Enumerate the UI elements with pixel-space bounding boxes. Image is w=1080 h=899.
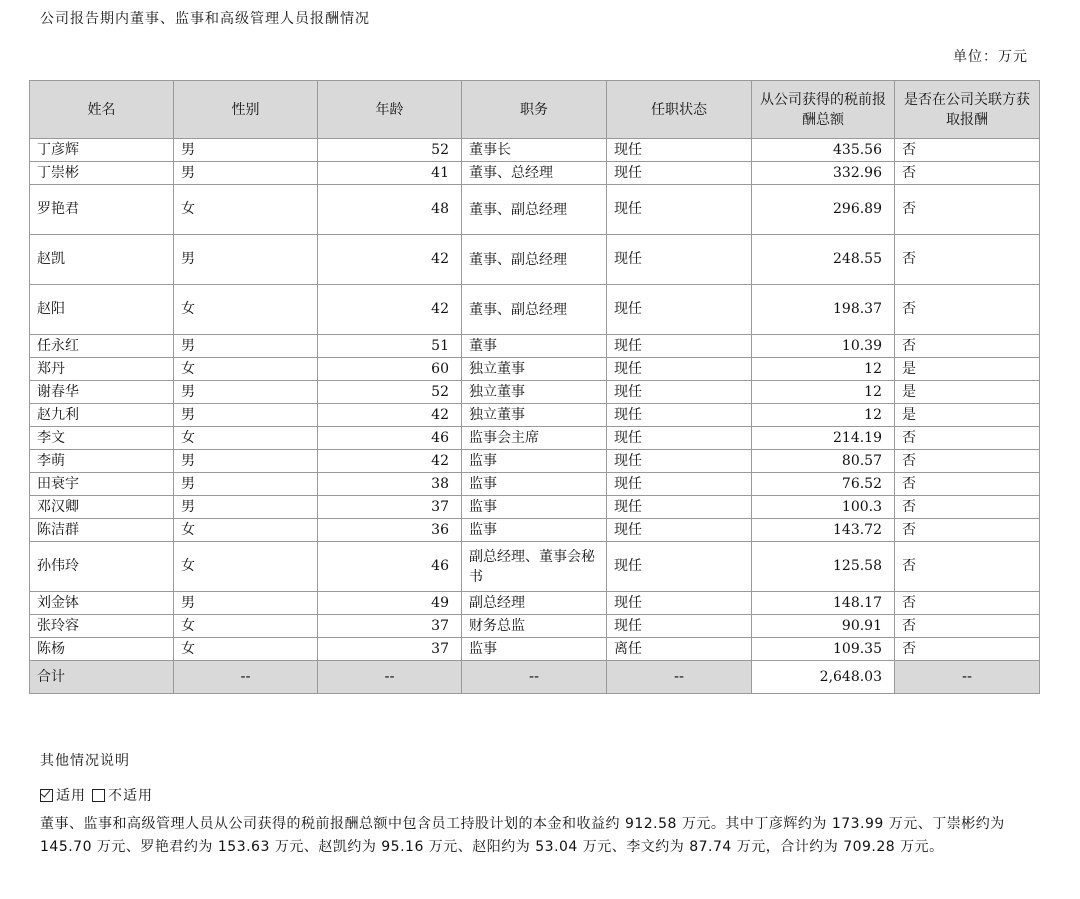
cell-status: 现任 [607, 496, 752, 519]
cell-status: 现任 [607, 358, 752, 381]
cell-gender: 女 [174, 185, 318, 235]
cell-related: 否 [895, 285, 1040, 335]
cell-gender: 女 [174, 615, 318, 638]
cell-pay: 143.72 [752, 519, 895, 542]
cell-related: 否 [895, 335, 1040, 358]
total-row [30, 661, 1040, 694]
cell-status: 现任 [607, 592, 752, 615]
table-row [30, 139, 1040, 162]
total-pay: 2,648.03 [752, 661, 895, 694]
unit-label: 单位：万元 [953, 49, 1028, 65]
cell-status: 现任 [607, 542, 752, 592]
cell-name: 张玲容 [30, 615, 174, 638]
cell-position: 独立董事 [462, 358, 607, 381]
cell-age: 42 [318, 450, 462, 473]
table-row [30, 285, 1040, 335]
cell-name: 谢春华 [30, 381, 174, 404]
cell-gender: 女 [174, 358, 318, 381]
cell-name: 赵阳 [30, 285, 174, 335]
cell-gender: 男 [174, 450, 318, 473]
cell-pay: 90.91 [752, 615, 895, 638]
cell-gender: 女 [174, 519, 318, 542]
cell-gender: 女 [174, 638, 318, 661]
cell-age: 48 [318, 185, 462, 235]
cell-position: 董事、总经理 [462, 162, 607, 185]
notes-title: 其他情况说明 [40, 753, 130, 769]
cell-position: 监事 [462, 473, 607, 496]
header-position: 职务 [462, 81, 607, 139]
header-status: 任职状态 [607, 81, 752, 139]
cell-age: 42 [318, 285, 462, 335]
cell-position: 董事、副总经理 [462, 285, 607, 335]
total-status: -- [607, 661, 752, 694]
table-row [30, 185, 1040, 235]
cell-position: 独立董事 [462, 381, 607, 404]
cell-related: 否 [895, 139, 1040, 162]
cell-pay: 148.17 [752, 592, 895, 615]
cell-pay: 10.39 [752, 335, 895, 358]
cell-age: 38 [318, 473, 462, 496]
cell-pay: 76.52 [752, 473, 895, 496]
cell-related: 否 [895, 542, 1040, 592]
cell-position: 监事 [462, 519, 607, 542]
cell-age: 52 [318, 139, 462, 162]
cell-related: 否 [895, 450, 1040, 473]
cell-pay: 12 [752, 404, 895, 427]
cell-age: 37 [318, 615, 462, 638]
cell-gender: 女 [174, 427, 318, 450]
table-row [30, 358, 1040, 381]
table-row [30, 335, 1040, 358]
cell-name: 陈洁群 [30, 519, 174, 542]
cell-related: 否 [895, 235, 1040, 285]
cell-age: 36 [318, 519, 462, 542]
cell-related: 是 [895, 381, 1040, 404]
not-applicable-checkbox[interactable] [92, 789, 105, 802]
cell-status: 离任 [607, 638, 752, 661]
cell-related: 否 [895, 592, 1040, 615]
cell-position: 副总经理、董事会秘书 [462, 542, 607, 592]
cell-position: 董事 [462, 335, 607, 358]
cell-name: 李萌 [30, 450, 174, 473]
cell-name: 任永红 [30, 335, 174, 358]
cell-position: 独立董事 [462, 404, 607, 427]
cell-position: 财务总监 [462, 615, 607, 638]
cell-related: 是 [895, 358, 1040, 381]
cell-pay: 214.19 [752, 427, 895, 450]
cell-name: 赵凯 [30, 235, 174, 285]
cell-name: 孙伟玲 [30, 542, 174, 592]
compensation-table [29, 80, 1040, 694]
table-header-row [30, 81, 1040, 139]
cell-position: 董事、副总经理 [462, 185, 607, 235]
cell-status: 现任 [607, 404, 752, 427]
table-row [30, 450, 1040, 473]
cell-age: 46 [318, 427, 462, 450]
cell-pay: 109.35 [752, 638, 895, 661]
cell-gender: 男 [174, 473, 318, 496]
cell-age: 51 [318, 335, 462, 358]
table-row [30, 615, 1040, 638]
table-row [30, 427, 1040, 450]
cell-name: 罗艳君 [30, 185, 174, 235]
total-label: 合计 [30, 661, 174, 694]
cell-status: 现任 [607, 335, 752, 358]
cell-position: 监事 [462, 638, 607, 661]
table-row [30, 542, 1040, 592]
header-pay: 从公司获得的税前报酬总额 [752, 81, 895, 139]
cell-name: 田衰宇 [30, 473, 174, 496]
cell-gender: 男 [174, 335, 318, 358]
cell-position: 董事、副总经理 [462, 235, 607, 285]
cell-age: 46 [318, 542, 462, 592]
cell-related: 否 [895, 638, 1040, 661]
cell-gender: 男 [174, 235, 318, 285]
cell-name: 李文 [30, 427, 174, 450]
header-age: 年龄 [318, 81, 462, 139]
cell-age: 41 [318, 162, 462, 185]
cell-status: 现任 [607, 139, 752, 162]
cell-status: 现任 [607, 519, 752, 542]
table-body [30, 139, 1040, 661]
cell-name: 赵九利 [30, 404, 174, 427]
cell-position: 监事 [462, 450, 607, 473]
notes-paragraph: 董事、监事和高级管理人员从公司获得的税前报酬总额中包含员工持股计划的本金和收益约 912.58 万元。其中丁彦辉约为 173.99 万元、丁崇彬约为 145.70 万元、罗艳君约为 153.63 万元、赵凯约为 95.16 万元、赵阳约为 53.04 万元、李文约为 87.74 万元，合计约为 709.28 万元。 [40, 816, 1005, 855]
cell-gender: 男 [174, 496, 318, 519]
cell-age: 49 [318, 592, 462, 615]
cell-status: 现任 [607, 381, 752, 404]
cell-age: 42 [318, 404, 462, 427]
cell-name: 陈杨 [30, 638, 174, 661]
cell-age: 42 [318, 235, 462, 285]
total-age: -- [318, 661, 462, 694]
total-related: -- [895, 661, 1040, 694]
cell-name: 刘金钵 [30, 592, 174, 615]
table-row [30, 592, 1040, 615]
total-position: -- [462, 661, 607, 694]
cell-related: 是 [895, 404, 1040, 427]
cell-status: 现任 [607, 235, 752, 285]
cell-related: 否 [895, 496, 1040, 519]
cell-related: 否 [895, 185, 1040, 235]
cell-age: 37 [318, 496, 462, 519]
cell-name: 丁彦辉 [30, 139, 174, 162]
cell-status: 现任 [607, 473, 752, 496]
cell-pay: 12 [752, 358, 895, 381]
applicability-options [40, 785, 153, 805]
cell-gender: 男 [174, 162, 318, 185]
cell-gender: 女 [174, 285, 318, 335]
cell-age: 60 [318, 358, 462, 381]
cell-age: 52 [318, 381, 462, 404]
cell-position: 副总经理 [462, 592, 607, 615]
cell-pay: 125.58 [752, 542, 895, 592]
cell-position: 监事会主席 [462, 427, 607, 450]
table-row [30, 519, 1040, 542]
cell-gender: 男 [174, 592, 318, 615]
applicable-checkbox[interactable] [40, 789, 53, 802]
cell-status: 现任 [607, 427, 752, 450]
table-row [30, 496, 1040, 519]
cell-name: 丁崇彬 [30, 162, 174, 185]
cell-pay: 332.96 [752, 162, 895, 185]
table-row [30, 404, 1040, 427]
cell-status: 现任 [607, 450, 752, 473]
table-row [30, 638, 1040, 661]
cell-related: 否 [895, 473, 1040, 496]
total-gender: -- [174, 661, 318, 694]
section-title: 公司报告期内董事、监事和高级管理人员报酬情况 [40, 11, 370, 27]
cell-gender: 男 [174, 139, 318, 162]
cell-pay: 12 [752, 381, 895, 404]
cell-related: 否 [895, 427, 1040, 450]
header-gender: 性别 [174, 81, 318, 139]
not-applicable-label: 不适用 [108, 788, 153, 804]
cell-related: 否 [895, 162, 1040, 185]
cell-gender: 女 [174, 542, 318, 592]
cell-pay: 80.57 [752, 450, 895, 473]
cell-name: 邓汉卿 [30, 496, 174, 519]
table-row [30, 473, 1040, 496]
header-related: 是否在公司关联方获取报酬 [895, 81, 1040, 139]
cell-position: 董事长 [462, 139, 607, 162]
cell-pay: 100.3 [752, 496, 895, 519]
cell-pay: 435.56 [752, 139, 895, 162]
cell-gender: 男 [174, 381, 318, 404]
cell-pay: 296.89 [752, 185, 895, 235]
cell-status: 现任 [607, 162, 752, 185]
table-row [30, 235, 1040, 285]
cell-status: 现任 [607, 285, 752, 335]
cell-pay: 198.37 [752, 285, 895, 335]
table-row [30, 381, 1040, 404]
table-row [30, 162, 1040, 185]
cell-position: 监事 [462, 496, 607, 519]
check-mark-icon [41, 787, 51, 797]
cell-related: 否 [895, 615, 1040, 638]
applicable-label: 适用 [56, 788, 86, 804]
cell-status: 现任 [607, 185, 752, 235]
cell-pay: 248.55 [752, 235, 895, 285]
cell-related: 否 [895, 519, 1040, 542]
cell-gender: 男 [174, 404, 318, 427]
cell-status: 现任 [607, 615, 752, 638]
cell-name: 郑丹 [30, 358, 174, 381]
cell-age: 37 [318, 638, 462, 661]
header-name: 姓名 [30, 81, 174, 139]
